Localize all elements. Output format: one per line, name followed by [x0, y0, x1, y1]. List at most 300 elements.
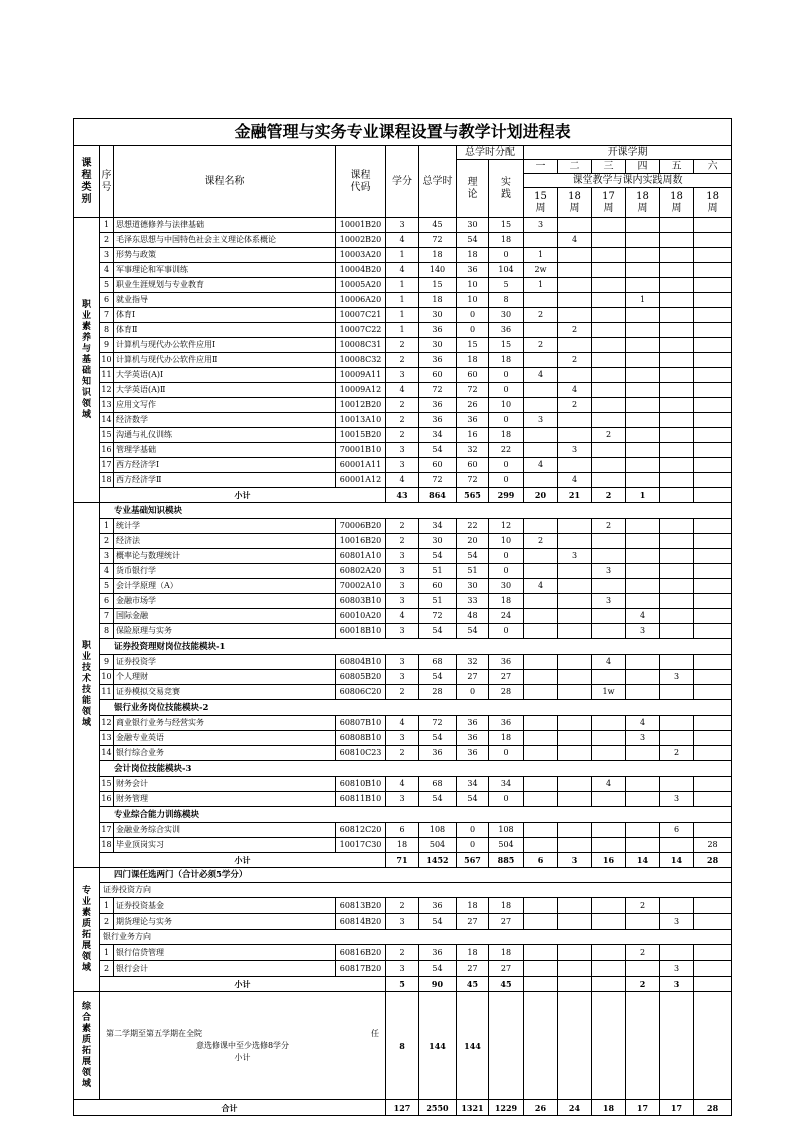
- course-practice: 0: [489, 746, 524, 761]
- table-row: [74, 534, 732, 549]
- course-no: 1: [100, 519, 114, 534]
- course-term-4: [626, 278, 660, 293]
- course-theory: 0: [457, 685, 489, 700]
- course-theory: 30: [457, 579, 489, 594]
- course-hours: 30: [419, 308, 457, 323]
- course-term-6: [694, 398, 732, 413]
- course-term-4: [626, 308, 660, 323]
- course-term-2: [558, 218, 592, 233]
- course-practice: 27: [489, 670, 524, 685]
- course-credit: 4: [386, 609, 419, 624]
- course-hours: 45: [419, 218, 457, 233]
- subtotal-term-6: 28: [694, 853, 732, 868]
- course-term-6: [694, 731, 732, 746]
- course-term-6: [694, 746, 732, 761]
- course-theory: 32: [457, 443, 489, 458]
- course-practice: 36: [489, 655, 524, 670]
- course-term-1: [524, 473, 558, 488]
- course-practice: 18: [489, 428, 524, 443]
- course-term-3: [592, 398, 626, 413]
- course-term-3: [592, 323, 626, 338]
- course-term-3: 2: [592, 428, 626, 443]
- course-term-2: [558, 823, 592, 838]
- table-row: [74, 670, 732, 685]
- course-practice: 36: [489, 716, 524, 731]
- course-term-6: [694, 792, 732, 807]
- course-term-2: 2: [558, 398, 592, 413]
- course-name: 银行会计: [114, 961, 336, 977]
- table-row: [74, 413, 732, 428]
- course-code: 60804B10: [336, 655, 386, 670]
- course-theory: 54: [457, 233, 489, 248]
- course-credit: 3: [386, 579, 419, 594]
- course-hours: 36: [419, 398, 457, 413]
- course-theory: 27: [457, 914, 489, 930]
- course-term-2: [558, 278, 592, 293]
- course-term-5: [660, 278, 694, 293]
- course-no: 3: [100, 549, 114, 564]
- course-term-4: [626, 579, 660, 594]
- table-row: [74, 977, 732, 992]
- course-term-6: [694, 823, 732, 838]
- course-term-4: [626, 961, 660, 977]
- total-practice: 1229: [489, 1100, 524, 1116]
- course-theory: 60: [457, 458, 489, 473]
- total-term-1: 26: [524, 1100, 558, 1116]
- course-term-6: [694, 670, 732, 685]
- course-term-6: [694, 368, 732, 383]
- course-code: 10009A12: [336, 383, 386, 398]
- course-practice: 18: [489, 945, 524, 961]
- course-theory: 0: [457, 838, 489, 853]
- table-row: [74, 594, 732, 609]
- course-term-6: [694, 655, 732, 670]
- course-term-3: [592, 579, 626, 594]
- course-term-3: [592, 609, 626, 624]
- course-theory: 32: [457, 655, 489, 670]
- course-hours: 60: [419, 368, 457, 383]
- course-no: 5: [100, 278, 114, 293]
- course-term-1: [524, 398, 558, 413]
- course-term-1: [524, 838, 558, 853]
- course-credit: 2: [386, 534, 419, 549]
- course-credit: 1: [386, 308, 419, 323]
- course-credit: 3: [386, 670, 419, 685]
- course-hours: 54: [419, 670, 457, 685]
- course-hours: 36: [419, 323, 457, 338]
- course-name: 个人理财: [114, 670, 336, 685]
- course-hours: 72: [419, 233, 457, 248]
- course-code: 10006A20: [336, 293, 386, 308]
- course-hours: 54: [419, 624, 457, 639]
- course-term-2: [558, 293, 592, 308]
- course-hours: 15: [419, 278, 457, 293]
- course-term-3: [592, 383, 626, 398]
- course-no: 17: [100, 458, 114, 473]
- course-term-5: 3: [660, 670, 694, 685]
- course-term-6: [694, 534, 732, 549]
- course-term-5: [660, 716, 694, 731]
- subtotal-hours: 1452: [419, 853, 457, 868]
- course-no: 9: [100, 655, 114, 670]
- course-code: 60803B10: [336, 594, 386, 609]
- course-term-1: [524, 293, 558, 308]
- course-theory: 48: [457, 609, 489, 624]
- course-term-6: [694, 278, 732, 293]
- table-row: [74, 716, 732, 731]
- course-hours: 504: [419, 838, 457, 853]
- table-row: [74, 624, 732, 639]
- header-practice: 实践: [489, 160, 524, 218]
- course-credit: 6: [386, 823, 419, 838]
- table-row: [74, 823, 732, 838]
- course-no: 11: [100, 685, 114, 700]
- course-term-6: [694, 716, 732, 731]
- course-term-2: [558, 609, 592, 624]
- course-code: 70002A10: [336, 579, 386, 594]
- course-term-5: [660, 564, 694, 579]
- course-term-4: [626, 519, 660, 534]
- course-term-1: [524, 792, 558, 807]
- course-code: 60801A10: [336, 549, 386, 564]
- course-hours: 36: [419, 898, 457, 914]
- table-row: [74, 428, 732, 443]
- course-term-3: [592, 443, 626, 458]
- course-term-5: [660, 519, 694, 534]
- table-row: [74, 992, 732, 1100]
- course-term-1: [524, 945, 558, 961]
- course-term-5: [660, 685, 694, 700]
- course-term-3: 1w: [592, 685, 626, 700]
- course-name: 体育Ⅱ: [114, 323, 336, 338]
- course-term-2: [558, 579, 592, 594]
- course-theory: 51: [457, 564, 489, 579]
- course-credit: 3: [386, 368, 419, 383]
- table-row: [74, 639, 732, 655]
- course-hours: 140: [419, 263, 457, 278]
- table-row: [74, 338, 732, 353]
- course-hours: 18: [419, 293, 457, 308]
- course-practice: 0: [489, 383, 524, 398]
- course-term-4: [626, 823, 660, 838]
- course-no: 8: [100, 323, 114, 338]
- course-term-5: [660, 323, 694, 338]
- course-term-1: 3: [524, 413, 558, 428]
- course-term-4: [626, 383, 660, 398]
- course-term-3: [592, 716, 626, 731]
- table-row: [74, 898, 732, 914]
- course-name: 思想道德修养与法律基础: [114, 218, 336, 233]
- course-term-2: [558, 564, 592, 579]
- category-cell: 综合素质拓展领域: [74, 992, 100, 1100]
- course-term-5: [660, 534, 694, 549]
- course-term-3: [592, 293, 626, 308]
- course-hours: 54: [419, 961, 457, 977]
- direction-title: 银行业务方向: [100, 930, 732, 945]
- table-row: [74, 308, 732, 323]
- course-name: 证券模拟交易竞赛: [114, 685, 336, 700]
- total-term-6: 28: [694, 1100, 732, 1116]
- course-term-6: [694, 353, 732, 368]
- course-no: 7: [100, 609, 114, 624]
- course-credit: 2: [386, 338, 419, 353]
- header-weeks-6: 18周: [694, 188, 732, 218]
- course-no: 12: [100, 716, 114, 731]
- table-row: [74, 883, 732, 898]
- elective-line-1: [106, 1028, 379, 1040]
- header-term-5: 五: [660, 160, 694, 174]
- course-theory: 15: [457, 338, 489, 353]
- course-theory: 54: [457, 624, 489, 639]
- table-row: [74, 564, 732, 579]
- course-theory: 72: [457, 473, 489, 488]
- course-term-1: 4: [524, 368, 558, 383]
- course-term-1: [524, 685, 558, 700]
- course-term-3: [592, 353, 626, 368]
- header-term-3: 三: [592, 160, 626, 174]
- subtotal-theory: 565: [457, 488, 489, 503]
- course-practice: 0: [489, 792, 524, 807]
- course-term-3: [592, 961, 626, 977]
- course-name: 证券投资学: [114, 655, 336, 670]
- table-row: [74, 853, 732, 868]
- course-term-5: 2: [660, 746, 694, 761]
- header-term-6: 六: [694, 160, 732, 174]
- course-term-4: [626, 413, 660, 428]
- course-term-5: [660, 898, 694, 914]
- header-name: 课程名称: [114, 146, 336, 218]
- course-no: 15: [100, 777, 114, 792]
- course-term-1: [524, 549, 558, 564]
- course-hours: 30: [419, 534, 457, 549]
- course-credit: 4: [386, 716, 419, 731]
- course-term-2: 3: [558, 443, 592, 458]
- course-term-5: [660, 624, 694, 639]
- course-term-5: [660, 549, 694, 564]
- header-weeks-1: 15周: [524, 188, 558, 218]
- table-row: [74, 579, 732, 594]
- course-term-6: [694, 564, 732, 579]
- course-code: 10001B20: [336, 218, 386, 233]
- course-term-2: 3: [558, 549, 592, 564]
- course-code: 10017C30: [336, 838, 386, 853]
- table-row: [74, 914, 732, 930]
- course-term-1: [524, 594, 558, 609]
- course-name: 国际金融: [114, 609, 336, 624]
- course-practice: 18: [489, 594, 524, 609]
- table-row: [74, 700, 732, 716]
- course-name: 金融专业英语: [114, 731, 336, 746]
- course-hours: 108: [419, 823, 457, 838]
- table-row: [74, 368, 732, 383]
- elective-title: 四门课任选两门（合计必须5学分）: [100, 868, 732, 883]
- table-row: [74, 838, 732, 853]
- course-name: 商业银行业务与经营实务: [114, 716, 336, 731]
- course-no: 9: [100, 338, 114, 353]
- course-credit: 4: [386, 777, 419, 792]
- header-weeks-5: 18周: [660, 188, 694, 218]
- subtotal-term-2: [558, 977, 592, 992]
- course-term-5: [660, 609, 694, 624]
- total-credit: 127: [386, 1100, 419, 1116]
- course-term-5: [660, 731, 694, 746]
- course-name: 军事理论和军事训练: [114, 263, 336, 278]
- table-row: [74, 930, 732, 945]
- course-term-3: 3: [592, 594, 626, 609]
- course-term-5: [660, 777, 694, 792]
- course-term-6: [694, 519, 732, 534]
- course-theory: 10: [457, 293, 489, 308]
- table-row: [74, 792, 732, 807]
- course-term-6: [694, 323, 732, 338]
- subtotal-theory: 45: [457, 977, 489, 992]
- course-credit: 1: [386, 293, 419, 308]
- course-practice: 27: [489, 961, 524, 977]
- course-no: 14: [100, 746, 114, 761]
- course-no: 2: [100, 961, 114, 977]
- elective-description: [100, 992, 386, 1100]
- course-code: 10008C31: [336, 338, 386, 353]
- course-hours: 72: [419, 609, 457, 624]
- subtotal-term-6: [694, 488, 732, 503]
- course-term-5: [660, 458, 694, 473]
- empty-cell: [489, 992, 524, 1100]
- table-row: [74, 353, 732, 368]
- course-term-3: [592, 338, 626, 353]
- course-term-5: [660, 218, 694, 233]
- course-no: 6: [100, 293, 114, 308]
- subtotal-credit: 43: [386, 488, 419, 503]
- course-term-4: 3: [626, 624, 660, 639]
- course-term-6: [694, 594, 732, 609]
- course-term-3: [592, 731, 626, 746]
- course-term-2: [558, 248, 592, 263]
- module-title: 专业综合能力训练模块: [100, 807, 732, 823]
- course-hours: 51: [419, 564, 457, 579]
- table-row: [74, 473, 732, 488]
- course-term-5: [660, 655, 694, 670]
- course-name: 计算机与现代办公软件应用Ⅰ: [114, 338, 336, 353]
- course-hours: 72: [419, 716, 457, 731]
- course-term-1: 2: [524, 338, 558, 353]
- course-term-1: [524, 731, 558, 746]
- course-practice: 504: [489, 838, 524, 853]
- course-no: 2: [100, 534, 114, 549]
- course-term-1: 2: [524, 308, 558, 323]
- table-row: [74, 488, 732, 503]
- course-term-2: [558, 746, 592, 761]
- course-hours: 72: [419, 473, 457, 488]
- course-code: 60812C20: [336, 823, 386, 838]
- subtotal-term-3: [592, 977, 626, 992]
- course-credit: 2: [386, 398, 419, 413]
- course-practice: 10: [489, 534, 524, 549]
- course-term-2: [558, 368, 592, 383]
- course-name: 会计学原理（A）: [114, 579, 336, 594]
- table-row: [74, 685, 732, 700]
- course-credit: 2: [386, 519, 419, 534]
- course-term-3: 4: [592, 777, 626, 792]
- course-code: 10015B20: [336, 428, 386, 443]
- table-row: [74, 248, 732, 263]
- course-theory: 20: [457, 534, 489, 549]
- table-row: [74, 746, 732, 761]
- subtotal-term-5: 3: [660, 977, 694, 992]
- course-credit: 3: [386, 564, 419, 579]
- course-theory: 0: [457, 323, 489, 338]
- course-term-5: [660, 383, 694, 398]
- course-practice: 10: [489, 398, 524, 413]
- course-name: 金融业务综合实训: [114, 823, 336, 838]
- course-term-1: [524, 961, 558, 977]
- course-credit: 1: [386, 248, 419, 263]
- subtotal-hours: 864: [419, 488, 457, 503]
- course-term-4: [626, 594, 660, 609]
- course-credit: 2: [386, 898, 419, 914]
- course-no: 13: [100, 731, 114, 746]
- subtotal-term-5: [660, 488, 694, 503]
- course-term-4: [626, 534, 660, 549]
- course-theory: 54: [457, 549, 489, 564]
- course-practice: 18: [489, 731, 524, 746]
- course-hours: 54: [419, 549, 457, 564]
- course-term-6: [694, 248, 732, 263]
- course-term-1: [524, 777, 558, 792]
- course-no: 12: [100, 383, 114, 398]
- course-term-6: [694, 233, 732, 248]
- course-term-3: [592, 248, 626, 263]
- table-row: [74, 233, 732, 248]
- course-theory: 0: [457, 308, 489, 323]
- elective-theory: 144: [457, 992, 489, 1100]
- course-name: 财务管理: [114, 792, 336, 807]
- course-name: 计算机与现代办公软件应用Ⅱ: [114, 353, 336, 368]
- course-term-4: [626, 564, 660, 579]
- course-code: 60808B10: [336, 731, 386, 746]
- subtotal-term-6: [694, 977, 732, 992]
- course-term-1: [524, 443, 558, 458]
- course-term-4: [626, 323, 660, 338]
- course-term-2: [558, 961, 592, 977]
- course-term-3: [592, 233, 626, 248]
- empty-cell: [626, 992, 660, 1100]
- course-no: 17: [100, 823, 114, 838]
- subtotal-credit: 71: [386, 853, 419, 868]
- course-term-4: [626, 473, 660, 488]
- course-theory: 36: [457, 746, 489, 761]
- course-term-6: [694, 293, 732, 308]
- course-term-2: [558, 519, 592, 534]
- course-term-4: [626, 792, 660, 807]
- course-no: 2: [100, 914, 114, 930]
- table-row: [74, 443, 732, 458]
- course-term-2: [558, 534, 592, 549]
- table-row: [74, 398, 732, 413]
- course-name: 沟通与礼仪训练: [114, 428, 336, 443]
- category-cell: 职业技术技能领域: [74, 503, 100, 868]
- course-hours: 18: [419, 248, 457, 263]
- course-practice: 0: [489, 413, 524, 428]
- course-term-3: [592, 792, 626, 807]
- course-code: 60810B10: [336, 777, 386, 792]
- course-code: 10013A10: [336, 413, 386, 428]
- course-term-1: [524, 746, 558, 761]
- header-term-1: 一: [524, 160, 558, 174]
- elective-line-1a: 第二学期至第五学期在全院: [106, 1028, 202, 1038]
- course-credit: 2: [386, 945, 419, 961]
- empty-cell: [524, 992, 558, 1100]
- header-semester: 开课学期: [524, 146, 732, 160]
